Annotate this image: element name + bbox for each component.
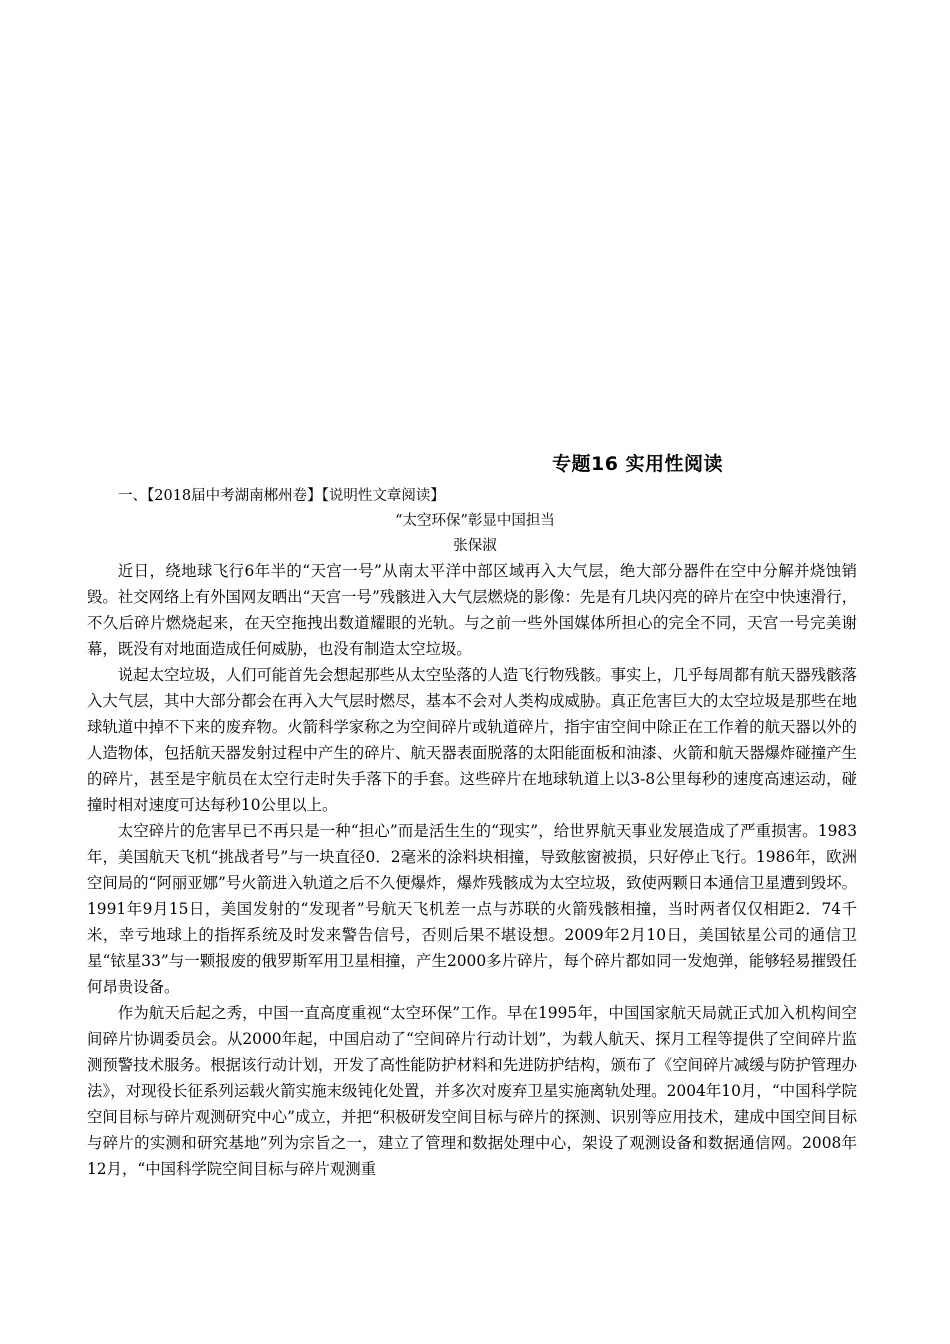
paragraph-4: 作为航天后起之秀，中国一直高度重视“太空环保”工作。早在1995年，中国国家航天局就正式加入机构间空间碎片协调委员会。从2000年起，中国启动了“空间碎片行动计划”，为载人航天、探月工程等提供了空间碎片监测预警技术服务。根据该行动计划，开发了高性能防护材料和先进防护结构，颁布了《空间碎片减缓与防护管理办法》，对现役长征系列运载火箭实施末级钝化处置，并多次对废弃卫星实施离轨处理。2004年10月，“中国科学院空间目标与碎片观测研究中心”成立，并把“积极研发空间目标与碎片的探测、识别等应用技术，建成中国空间目标与碎片的实测和研究基地”列为宗旨之一，建立了管理和数据处理中心，架设了观测设备和数据通信网。2008年12月，“中国科学院空间目标与碎片观测重 — [87, 1004, 857, 1178]
paragraph-3: 太空碎片的危害早已不再只是一种“担心”而是活生生的“现实”，给世界航天事业发展造成了严重损害。1983年，美国航天飞机“挑战者号”与一块直径0．2毫米的涂料块相撞，导致舷窗被损，只好停止飞行。1986年，欧洲空间局的“阿丽亚娜”号火箭进入轨道之后不久便爆炸，爆炸残骸成为太空垃圾，致使两颗日本通信卫星遭到毁坏。1991年9月15日，美国发射的“发现者”号航天飞机差一点与苏联的火箭残骸相撞，当时两者仅仅相距2．74千米，幸亏地球上的指挥系统及时发来警告信号，否则后果不堪设想。2009年2月10日，美国铱星公司的通信卫星“铱星33”与一颗报废的俄罗斯军用卫星相撞，产生2000多片碎片，每个碎片都如同一发炮弹，能够轻易摧毁任何昂贵设备。 — [87, 822, 857, 996]
paragraph-1: 近日，绕地球飞行6年半的“天宫一号”从南太平洋中部区域再入大气层，绝大部分器件在空中分解并烧蚀销毁。社交网络上有外国网友晒出“天宫一号”残骸进入大气层燃烧的影像：先是有几块闪亮的碎片在空中快速滑行，不久后碎片燃烧起来，在天空拖拽出数道耀眼的光轨。与之前一些外国媒体所担心的完全不同，天宫一号完美谢幕，既没有对地面造成任何威胁，也没有制造太空垃圾。 — [87, 562, 857, 658]
section-heading: 一、【2018届中考湖南郴州卷】【说明性文章阅读】 — [118, 488, 445, 504]
article-author: 张保淑 — [453, 538, 497, 554]
paragraph-2: 说起太空垃圾，人们可能首先会想起那些从太空坠落的人造飞行物残骸。事实上，几乎每周都有航天器残骸落入大气层，其中大部分都会在再入大气层时燃尽，基本不会对人类构成威胁。真正危害巨大的太空垃圾是那些在地球轨道中掉不下来的废弃物。火箭科学家称之为空间碎片或轨道碎片，指宇宙空间中除正在工作着的航天器以外的人造物体，包括航天器发射过程中产生的碎片、航天器表面脱落的太阳能面板和油漆、火箭和航天器爆炸碰撞产生的碎片，甚至是宇航员在太空行走时失手落下的手套。这些碎片在地球轨道上以3-8公里每秒的速度高速运动，碰撞时相对速度可达每秒10公里以上。 — [87, 666, 857, 814]
article-title: “太空环保”彰显中国担当 — [395, 513, 555, 529]
article-body — [87, 558, 857, 1182]
document-title: 专题16 实用性阅读 — [552, 453, 724, 475]
